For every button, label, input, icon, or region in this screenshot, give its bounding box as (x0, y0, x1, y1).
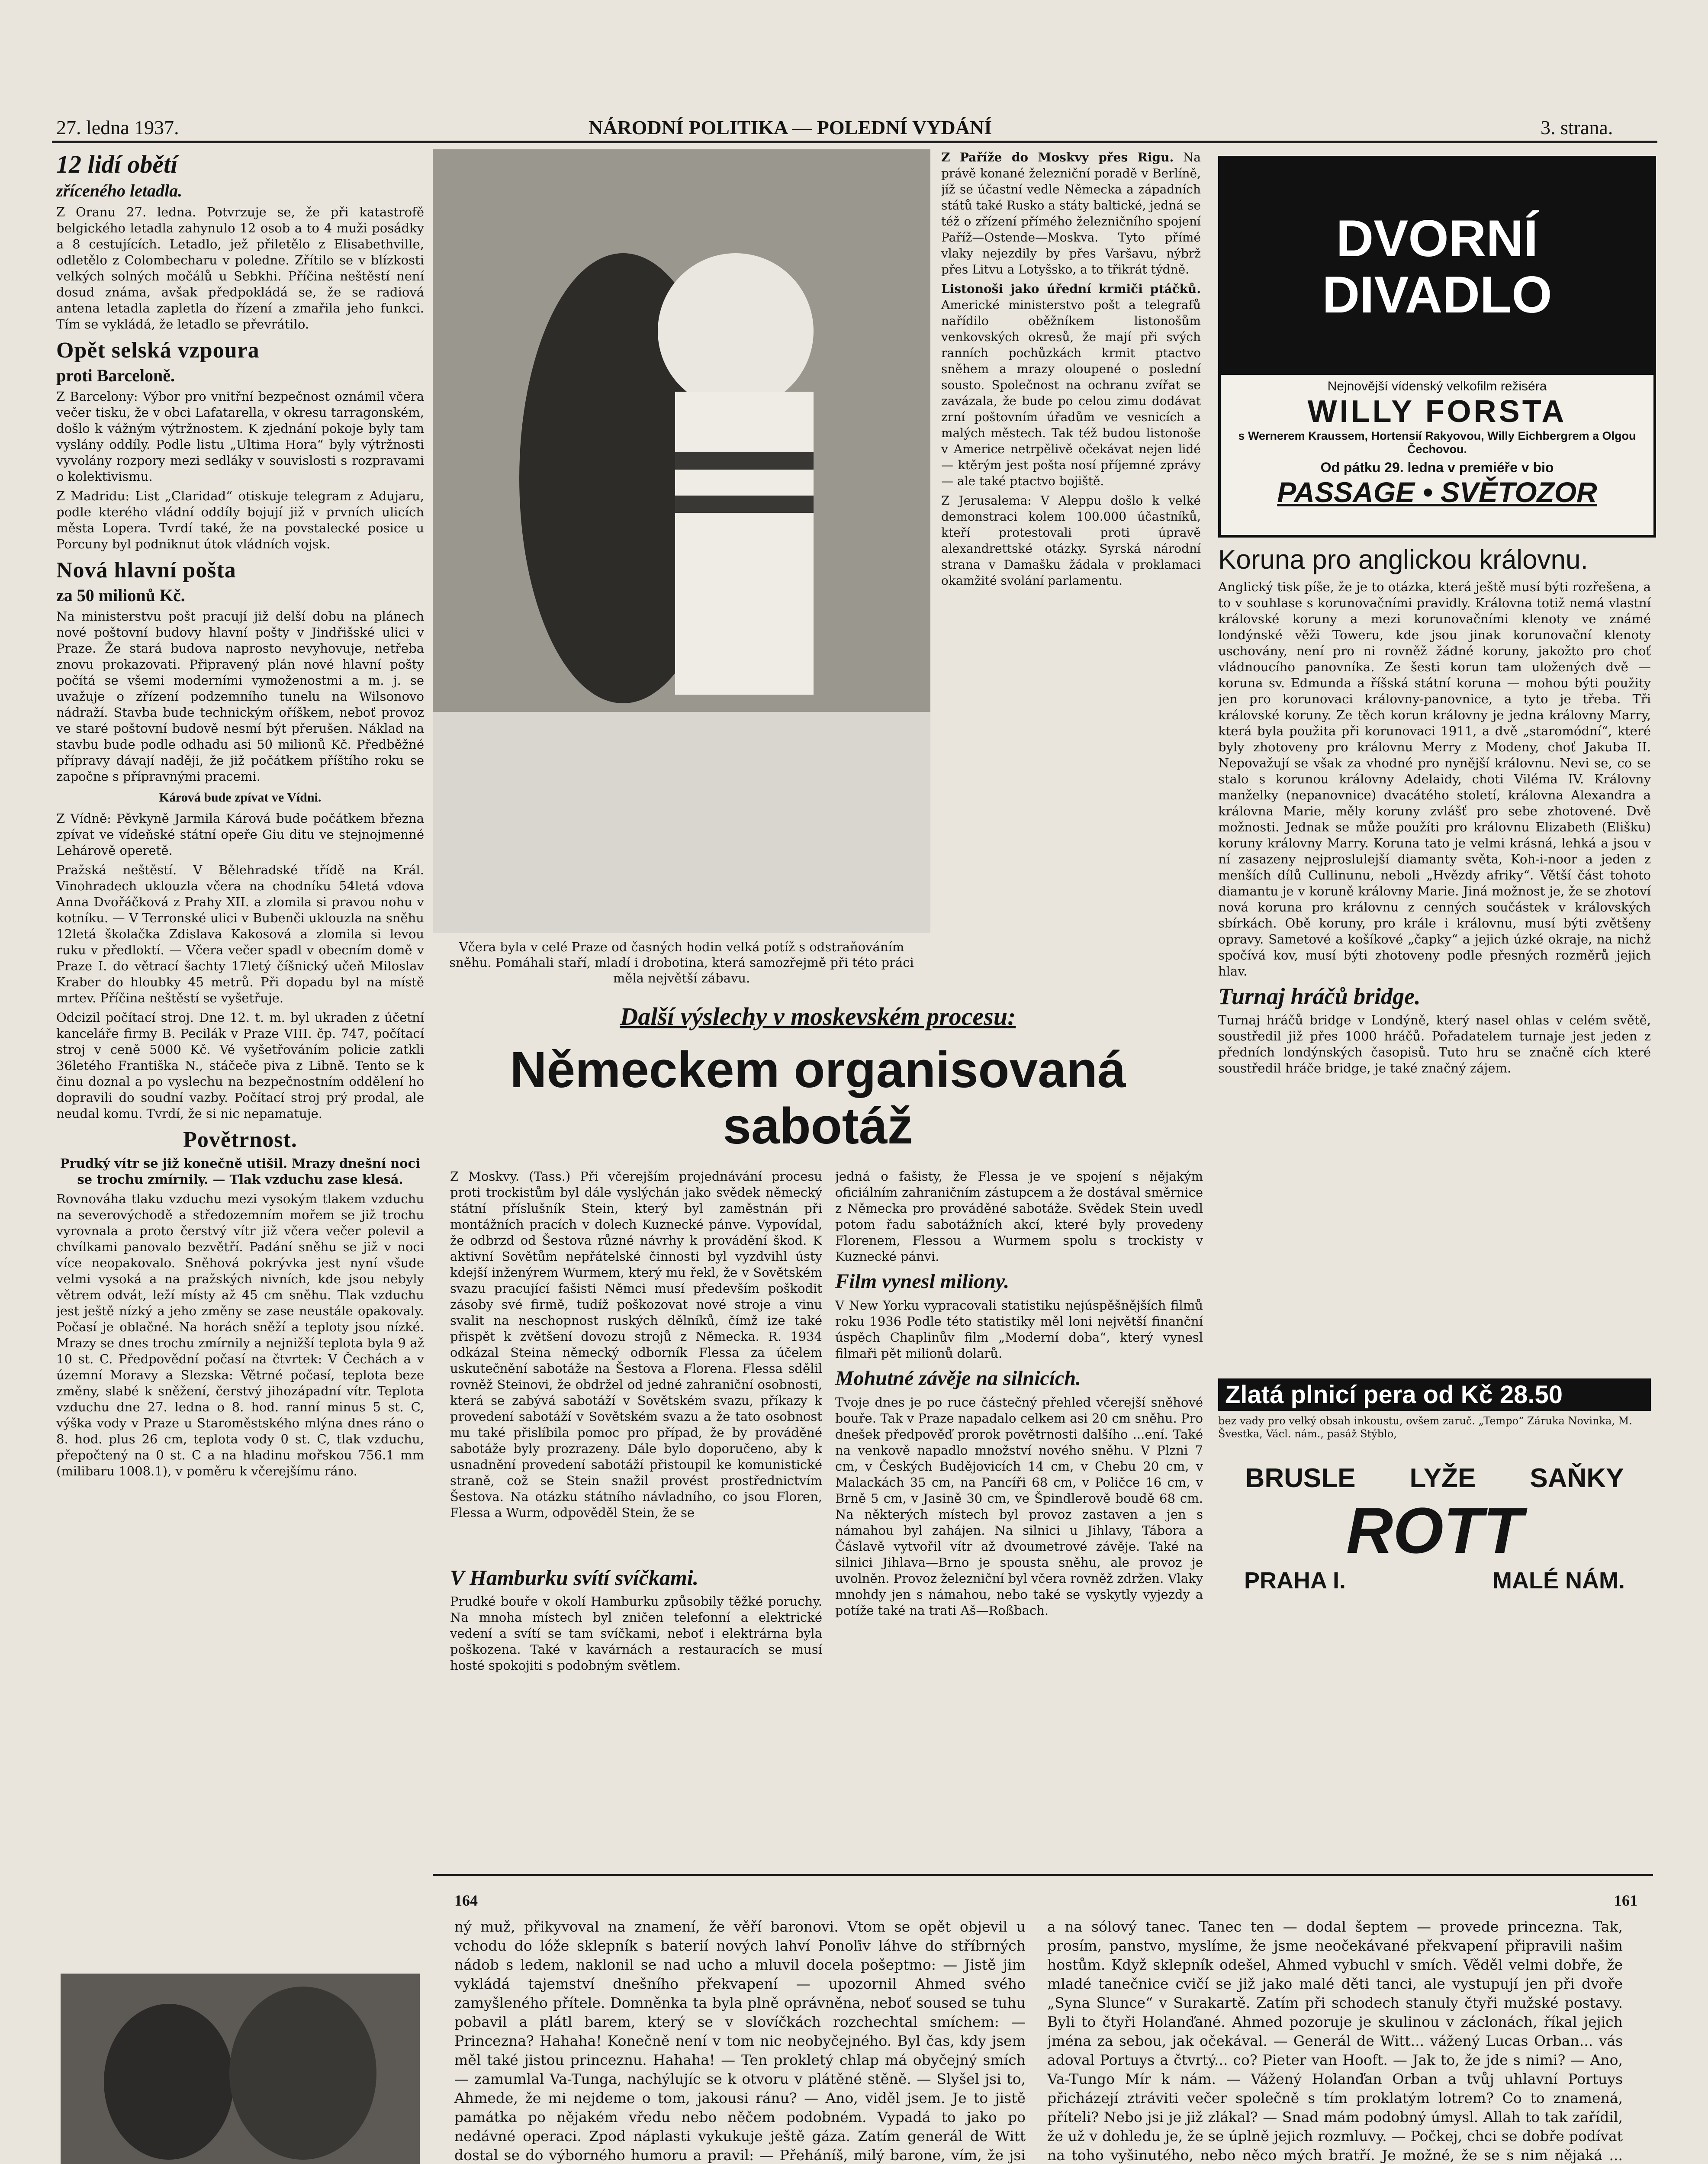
novel-rule (433, 1874, 1653, 1876)
cinema-ad-line-1: Nejnovější vídenský velkofilm režiséra (1327, 379, 1547, 393)
cinema-ad-director: WILLY FORSTA (1307, 394, 1567, 429)
masthead: NÁRODNÍ POLITIKA — POLEDNÍ VYDÁNÍ (589, 116, 992, 138)
sport-ad-item-3: SAŇKY (1530, 1463, 1624, 1493)
goering-photo-image (61, 1974, 420, 2164)
column-3 (941, 149, 1201, 989)
moscow-subhead: Další výslechy v moskevském procesu: (620, 1002, 1016, 1030)
column-1 (56, 149, 424, 2164)
weather-body: Rovnováha tlaku vzduchu mezi vysokým tlakem vzduchu na severovýchodě a středozemním mořem se již trochu vyrovnala a proto čerstvý vítr již včera večer polevil a chvílkami panovalo bezvětří. Padání sněhu se již v noci více neopakovalo. Sněhová pokrývka jest nyní všude velmi vysoká a na pražských nivních, kde jsou nebyly větrem odvát, leží místy až 45 cm sněhu. Tlak vzduchu jest ještě nízký a jeho změny se zase neustále opakovaly. Počasí je oblačné. Na horách sněží a teploty jsou nízké. Mrazy se dnes trochu zmírnily a nejnižší teplota byla 9 až 10 st. C. Předpovědní počasí na čtvrtek: V Čechách a v územní Moravy a Slezska: Větrné počasí, teplota beze změny, slabé k sněžení, čerstvý jihozápadní vítr. Teplota vzduchu dne 27. ledna o 8. hod. ranní minus 5 st. C, výška vody v Praze u Staroměstského mlýna dnes ráno o 8. hod. plus 26 cm, teplota vody 0 st. C, tlak vzduchu, přepočtený na 0 st. C a na hladinu mořskou 756.1 mm (milibaru 1008.1), v poměru k včerejšímu ráno. (56, 1191, 424, 1478)
pen-ad-title: Zlatá plnicí pera od Kč 28.50 (1218, 1378, 1651, 1411)
article-3-title: Nová hlavní pošta (56, 558, 236, 583)
col3-article-2 (941, 281, 1201, 489)
article-4-body: Z Vídně: Pěvkyně Jarmila Kárová bude počátkem března zpívat ve vídeňské státní opeře Giu ditu ve stejnojmenné Lehárově operetě. (56, 811, 424, 858)
film-body: V New Yorku vypracovali statistiku nejúspěšnějších filmů roku 1936 Podle této statistiky měl loni největší finanční úspěch Chaplinův film „Moderní doba“, který vynesl filmaři pět milionů dolarů. (835, 1298, 1203, 1361)
hamburg-title: V Hamburku svítí svíčkami. (450, 1565, 699, 1590)
article-2-title: Opět selská vzpoura (56, 338, 260, 363)
sport-ad (1218, 1463, 1651, 1645)
moscow-title-1: Německem organisovaná (510, 1041, 1126, 1098)
cinema-ad-venue: PASSAGE • SVĚTOZOR (1277, 476, 1597, 508)
col3-article-1 (941, 149, 1201, 277)
crown-article-title: Koruna pro anglickou královnu. (1218, 545, 1588, 575)
sport-ad-place: PRAHA I. (1244, 1568, 1346, 1594)
article-2-body-2: Z Madridu: List „Claridad“ otiskuje telegram z Adujaru, podle kterého vládní oddíly bojují již v prvních ulicích města Lopera. Tvrdí také, že na povstalecké posice u Porcuny byl podniknut útok vládních vojsk. (56, 489, 424, 551)
cinema-ad-line-3: Od pátku 29. ledna v premiéře v bio (1320, 460, 1554, 475)
header-rule (52, 141, 1657, 143)
article-1-body: Z Oranu 27. ledna. Potvrzuje se, že při katastrofě belgického letadla zahynulo 12 osob a to 4 muži posádky a 8 cestujících. Letadlo, jež přiletělo z Elisabethville, odletělo z Colombecharu v poledne. Zřítilo se v blízkosti velkých solných močálů u Sebkhi. Příčina neštěstí není dosud známa, avšak předpokládá se, že se radiová antena letadla zapletla do řízení a zmařila jeho funkci. Tím se vykládá, že letadlo se převrátilo. (56, 205, 424, 332)
col3-article-1-body: Na právě konané železniční poradě v Berlíně, jíž se účastní vedle Německa a západních států také Rusko a státy baltické, jedná se též o zřízení přímého železničního spojení Paříž—Ostende—Moskva. Tyto přímé vlaky nejezdily by přes Varšavu, nýbrž přes Litvu a Lotyšsko, a to třikrát týdně. (941, 150, 1201, 277)
article-1-title: 12 lidí obětí (56, 150, 178, 178)
novel-right (1047, 1917, 1623, 2164)
crown-article-body: Anglický tisk píše, že je to otázka, která ještě musí býti rozřešena, a to v souhlase s korunovačními pravidly. Královna totiž nemá vlastní královské koruny a mezi korunovačními klenoty ve známé londýnské věži Toweru, kde jsou jinak korunovační klenoty uschovány, není pro ni rovněž žádné koruny, jakožto pro choť vládnoucího panovníka. Ze šesti korun tam uložených dvě — koruna sv. Edmunda a říšská státní koruna — mohou býti použity jen pro korunovaci královny-panovnice, a tyto je třeba. Tři královské koruny. Ze těch korun královny je jedna královny Marry, která byla použita při korunovaci 1911, a dvě „staromódní“, které byly zhotoveny pro královnu Merry z Modeny, choť Jakuba II. Nepovažují se však za vhodné pro nynější královnu. Nevi se, co se stalo s korunou královny Adelaidy, choti Viléma IV. Královny manželky (nepanovnice) dvacátého století, královna Alexandra a královna Marie, měly koruny zvlášť pro sebe zhotovené. Dvě možnosti. Jednak se může použíti pro královnu Elizabeth (Elišku) koruny královny Marry. Koruna tato je velmi krásná, lehká a jsou v ní zasazeny nejproslulejší diamanty světa, Koh-i-noor a jeden z menších dílů Cullinunu, neboli „Hvězdy afriky“. Větší část tohoto diamantu je v koruně královny Marie. Jiná možnost je, že se zhotoví nová koruna pro královnu z cenných součástek v královských sbírkách. Obě koruny, pro krále i královnu, musí býti zvětšeny opravy. Sametové a košíkové „čapky“ a jejich úzké okraje, na nichž spočívá kov, musí býti zhotoveny podle přesných rozměrů jejich hlav. (1218, 580, 1651, 979)
moscow-col-1 (450, 1169, 822, 1549)
bridge-article-title: Turnaj hráčů bridge. (1218, 983, 1421, 1009)
article-2-subtitle: proti Barceloně. (56, 366, 175, 385)
moscow-body-2: jedná o fašisty, že Flessa je ve spojení s nějakým oficiálním zahraničním zástupcem a že dostával směrnice z Německa pro prováděné sabotáže. Svědek Stein uvedl potom řadu sabotážních akcí, které byly provedeny Florenem, Flessou a Wurmem spolu s trockisty v Kuznecké pánvi. (835, 1169, 1203, 1264)
sport-ad-items (1218, 1463, 1651, 1494)
snow-photo-image (433, 149, 930, 933)
cinema-ad (1218, 156, 1656, 538)
moscow-col-2 (835, 1169, 1203, 1870)
cinema-ad-title: DVORNÍ DIVADLO (1322, 209, 1552, 324)
col3-article-3: Z Jerusalema: V Aleppu došlo k velké demonstraci kolem 100.000 účastníků, kteří protestovali proti úpravě alexandrettské otázky. Syrská národní strana v Damašku žádala v proklamaci okamžité svolání parlamentu. (941, 493, 1201, 588)
snow-title: Mohutné závěje na silnicích. (835, 1367, 1081, 1390)
hamburg-article (450, 1562, 822, 1870)
col3-article-1-head: Z Paříže do Moskvy přes Rigu. (941, 150, 1174, 164)
article-4-title: Kárová bude zpívat ve Vídni. (159, 790, 322, 805)
novel-page-right: 161 (1614, 1892, 1637, 1909)
right-column-text (1218, 545, 1651, 1368)
col3-article-2-body: Americké ministerstvo pošt a telegrafů nařídilo oběžníkem listonošům venkovských okresů, že mají při svých ranních pochůzkách krmit ptactvo sněhem a mrazy oloupené o poslední sousto. Společnost na ochranu zvířat se zavázala, že bude po celou zimu dodávat zrní poštovním úřadům ve vesnicích a malých městech. Tak též budou listonoše v Americe netrpělivě očekávat nejen lidé — ktěrým jest pošta nosí příjemné zprávy — ale také ptactvo bojiště. (941, 298, 1201, 488)
novel-left (454, 1917, 1026, 2164)
bridge-article-body: Turnaj hráčů bridge v Londýně, který nasel ohlas v celém světě, soustředil již přes 1000 hráčů. Pořadatelem turnaje jest jeden z předních londýnských časopisů. Tuto hru se značně cích které soustředil hráče bridge, je také značný zájem. (1218, 1013, 1651, 1076)
novel-right-text: a na sólový tanec. Tanec ten — dodal šeptem — provede princezna. Tak, prosím, panstvo, myslíme, že jsme neočekávané překvapení připravili našim hostům. Když sklepník odešel, Ahmed vybuchl v smích. Věděl velmi dobře, že mladé tanečnice cvičí se již jako malé děti tanci, ale vystupují jen při dvoře „Syna Slunce“ v Surakartě. Zatím při schodech stanuly čtyři mužské postavy. Byli to čtyři Holanďané. Ahmed pozoruje je skulinou v záclonách, říkal jejich jména za sebou, jak očekával. — Generál de Witt... vážený Lucas Orban... vás adoval Portuys a čtvrtý... co? Pieter van Hooft. — Jak to, že jde s nimi? — Ano, Va-Tungo Mír k nám. — Vážený Holanďan Orban a tvůj uhlavní Portuys přicházejí ztráviti večer společně s tím proklatým lotrem? Co to znamená, příteli? Nebo jsi je již zlákal? — Snad mám podobný úmysl. Allah to tak zařídil, že už v dohledu je, že se úplně jejich rozmluvy. — Počkej, chci se dobře podívat na toho vyšinutého, nebo něco mých bratří. Je možné, že se s nim nějaká ... (1047, 1918, 1623, 2164)
article-5-body: Pražská neštěstí. V Bělehradské třídě na Král. Vinohradech uklouzla včera na chodníku 54letá vdova Anna Dvořáčková z Prahy XII. a zlomila si pravou nohu v kotníku. — V Terronské ulici v Bubenči uklouzla na sněhu 12letá školačka Zdislava Kakosová a zlomila si levou ruku v předloktí. — Včera večer spadl v obecním domě v Praze I. do větrací šachty 17letý číšnický učeň Miloslav Kraber do hloubky 45 metrů. Při dopadu byl na místě mrtev. Příčina neštěstí se vyšetřuje. (56, 863, 424, 1005)
article-1-subtitle: zříceného letadla. (56, 181, 183, 200)
article-2-body-1: Z Barcelony: Výbor pro vnitřní bezpečnost oznámil včera večer tisku, že v obci Lafatarella, v okresu tarragonském, došlo k vážným výtržnostem. K zjednání pokoje byly tam vyslány oddíly. Podle listu „Ultima Hora“ byly výtržnosti vyvolány rozpory mezi sedláky v souvislosti s rozpravami o kolektivismu. (56, 389, 424, 484)
sport-ad-brand: ROTT (1346, 1494, 1523, 1567)
novel-left-text: ný muž, přikyvoval na znamení, že věří baronovi. Vtom se opět objevil u vchodu do lóže sklepník s baterií nových lahví Ponoľiv láhve do stříbrných nádob s ledem, naklonil se nad ucho a mluvil docela pošeptmo: — Jistě jim vykládá tajemství dnešního překvapení — upozornil Ahmed svého zamyšleného přítele. Domněnka ta byla plně oprávněna, neboť soused se tuhu pobavil a plátl barem, který se v slovíčkách rozchechtal smíchem: — Princezna? Hahaha! Konečně není v tom nic neobyčejného. Byl čas, kdy jsem měl také jistou princeznu. Hahaha! — Ten prokletý chlap má obyčejný smích — zamumlal Va-Tunga, nachýlujíc se k otvoru v plátěné stěně. — Slyšel jsi to, Ahmede, že mi nejdeme o tom, jakousi ránu? — Ano, viděl jsem. Je to jistě památka po nějakém vředu nebo něčem podobném. Vypadá to jako po nedávné operaci. Zpod náplasti vykukuje ještě gáza. Zatím generál de Witt dostal se do výborného humoru a pravil: — Přeháníš, milý barone, vím, že jsi (454, 1918, 1026, 2164)
issue-date: 27. ledna 1937. (56, 116, 179, 138)
sport-ad-item-2: LYŽE (1409, 1463, 1476, 1493)
sport-ad-item-1: BRUSLE (1245, 1463, 1356, 1493)
page-number: 3. strana. (1541, 116, 1613, 138)
cinema-ad-line-2: s Wernerem Kraussem, Hortensií Rakyovou, Willy Eichbergrem a Olgou Čechovou. (1238, 429, 1636, 456)
moscow-title-2: sabotáž (723, 1098, 913, 1155)
pen-ad (1218, 1378, 1651, 1456)
moscow-body-1: Z Moskvy. (Tass.) Při včerejším projednávání procesu proti trockistům byl dále vyslýchán jako svědek německý státní příslušník Stein, který byl zaměstnán při montážních pracích v dolech Kuznecké pánve. Vypovídal, že odbrzd od Šestova různé návrhy k provádění škod. K aktivní Sovětům nepřátelské činnosti byl vyzdvihl ústy kdejší inženýrem Wurmem, který mu řekl, že v Sovětském svazu pracující fašisti Němci musí především poškodit zásoby své firmě, tudíž poškozovat nové stroje a vinu svalit na neschopnost ruských dělníků, čímž ize také přispět k zvětšení dovozu strojů z Německa. R. 1934 odkázal Steina německý odborník Flessa za účelem uskutečnění sabotáže na Šestova a Florena. Flessa sdělil rovněž Steinovi, že obdržel od jedné zahraniční osobnosti, která se zabývá sabotáží v Sovětském svazu, příkazy k provedení sabotáží v Sovětském svazu a že tato osobnost mu také přislíbila pomoc pro případ, že by prováděné sabotáže byly prozrazeny. Dále bylo doporučeno, aby k usnadnění provedení sabotáží přistoupil ke komunistické straně, což se Stein snažil provést prostřednictvím Šestova. Na otázku státního návladního, co jsou Floren, Flessa a Wurm, odpověděl Stein, že se (450, 1169, 822, 1520)
article-3-subtitle: za 50 milionů Kč. (56, 586, 185, 605)
goering-photo (61, 1974, 420, 2164)
snow-photo (433, 149, 930, 933)
sport-ad-square: MALÉ NÁM. (1492, 1568, 1625, 1594)
novel-page-left: 164 (454, 1892, 478, 1909)
cinema-ad-banner (1221, 158, 1653, 375)
weather-subtitle: Prudký vítr se již konečně utišil. Mrazy dnešní noci se trochu zmírnily. — Tlak vzduchu zase klesá. (60, 1156, 421, 1187)
weather-title: Povětrnost. (183, 1127, 297, 1152)
film-title: Film vynesl miliony. (835, 1270, 1010, 1293)
hamburg-body: Prudké bouře v okolí Hamburku způsobily těžké poruchy. Na mnoha místech byl zničen telefonní a elektrické vedení a svítí se tam svíčkami, neboť i elektrárna byla poškozena. Také v kavárnách a restauracích se musí hosté spokojiti s podobným světlem. (450, 1594, 822, 1673)
snow-body: Tvoje dnes je po ruce částečný přehled včerejší sněhové bouře. Tak v Praze napadalo celkem asi 20 cm sněhu. Pro dnešek předpověď prorok povětrnosti dalšího ...ení. Také na venkově napadlo množství nového sněhu. V Plzni 7 cm, v Českých Budějovicích 14 cm, v Chebu 20 cm, v Malackách 35 cm, na Pancíři 68 cm, v Poličce 16 cm, v Brně 5 cm, v Jasině 30 cm, ve Špindlerově boudě 68 cm. Na některých místech byl provoz zastaven a jen s námahou byl zahájen. Na silnici u Jihlavy, Tábora a Čáslavě vytvořil vítr až dvoumetrové závěje. Také na silnici Jihlava—Brno je spousta sněhu, ale provoz je uvolněn. Provoz železniční byl včera rovněž zdržen. Vlaky mnohdy jen s námahou, nebo také se vyskytly vyjezdy a potíže také na trati Aš—Roßbach. (835, 1395, 1203, 1618)
pen-ad-small: bez vady pro velký obsah inkoustu, ovšem zaruč. „Tempo“ Záruka Novinka, M. Švestka, Václ. nám., pasáž Stýblo, (1218, 1415, 1632, 1440)
article-3-body: Na ministerstvu pošt pracují již delší dobu na plánech nové poštovní budovy hlavní pošty v Jindřišské ulici v Praze. Že stará budova naprosto nevyhovuje, netřeba znovu prokazovati. Připravený plán nové hlavní pošty počítá se všemi moderními vymoženostmi a m. j. se uvažuje o zřízení podzemního tunelu na Wilsonovo nádraží. Stavba bude technickým oříškem, neboť provoz ve staré poštovní budově nesmí být přerušen. Náklad na stavbu bude podle odhadu asi 50 milionů Kč. Předběžné přípravy dávají naději, že již počátkem příštího roku se započne s přípravnými pracemi. (56, 609, 424, 784)
col3-article-2-head: Listonoši jako úřední krmiči ptáčků. (941, 282, 1201, 296)
article-6-body: Odcizil počítací stroj. Dne 12. t. m. byl ukraden z účetní kanceláře firmy B. Pecilák v Praze VIII. čp. 747, počítací stroj v ceně 5000 Kč. Vé vyšetřováním policie zatkli 36letého Františka N., stáčeče piva z Libně. Tento se k činu doznal a po vyslechu na bezpečnostním oddělení ho dopravili do soudní vazby. Počítací stroj prý prodal, ale neudal komu. Tvrdí, že si nic nepamatuje. (56, 1010, 424, 1121)
snow-photo-caption: Včera byla v celé Praze od časných hodin velká potíž s odstraňováním sněhu. Pomáhali staří, mladí i drobotina, která samozřejmě při této práci měla největší zábavu. (449, 940, 914, 985)
